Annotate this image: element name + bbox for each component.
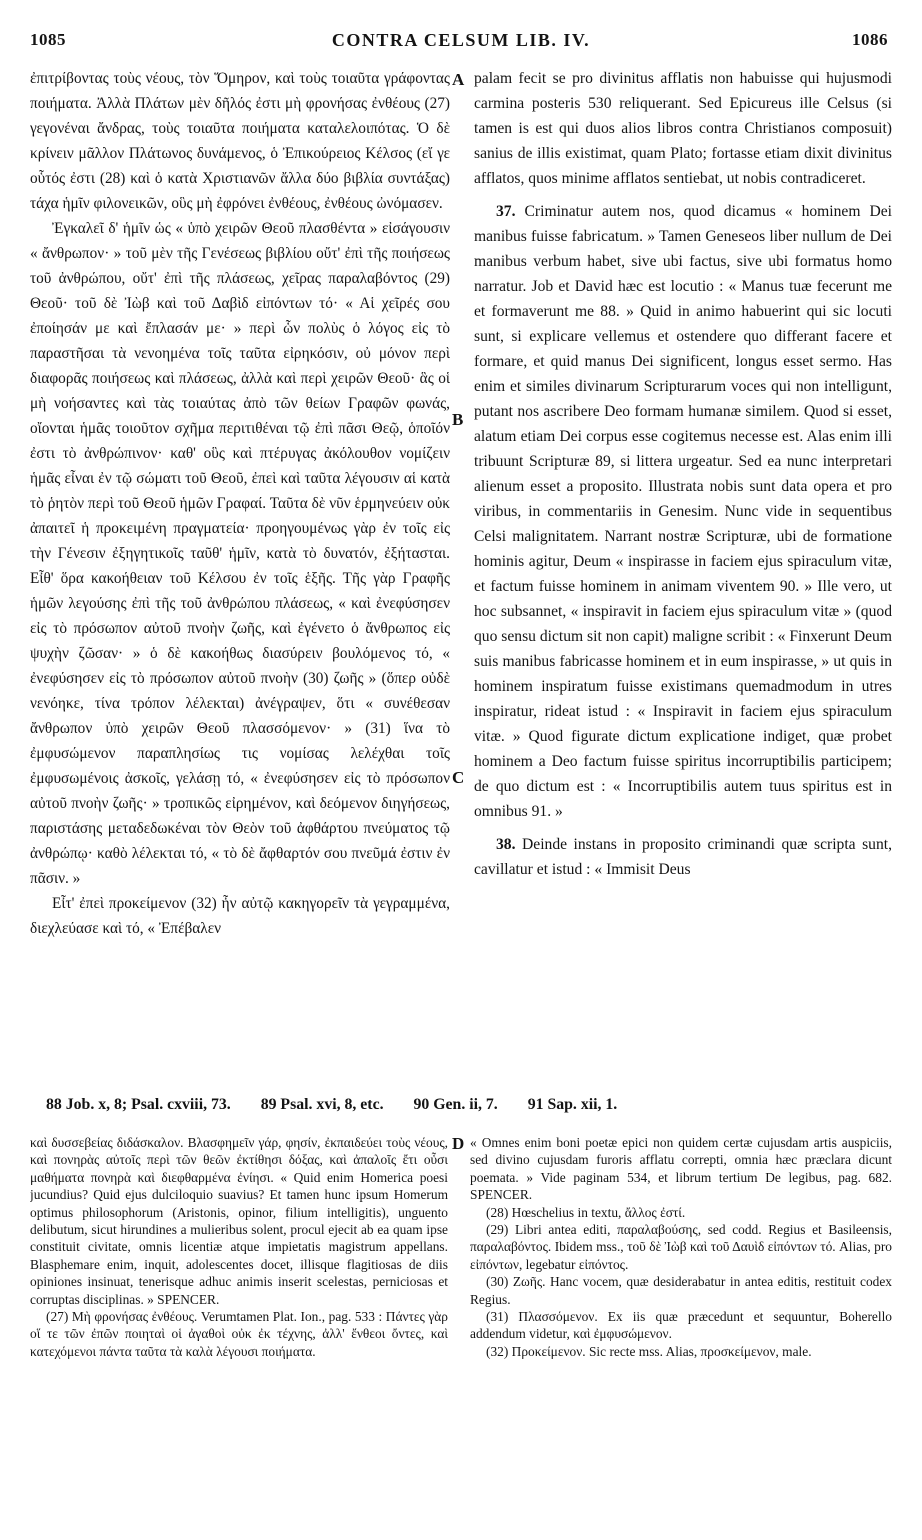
- greek-text-column: [30, 66, 450, 941]
- latin-paragraph: [474, 832, 892, 882]
- latin-paragraph-text: Criminatur autem nos, quod dicamus « hominem Dei manibus fuisse fabricatum. » Tamen Geneseos liber nullum de Dei manibus verbum habet, sive ubi factus, sive ubi formatus homo narratur. Job et David hæc est locutio : « Manus tuæ fecerunt me et formaverunt me 88. » Quid in animo habuerint qui sic locuti sunt, si explicare vellemus et ostendere quo differant facere et formare, et quid manus Dei significent, longus esset sermo. Has enim et similes divinarum Scripturarum voces qui non intelligunt, putant nos ascribere Deo formam humanæ similem. Quod si esset, alatum etiam Dei corpus esse cogitemus necesse est. Alas enim illi tribuunt Scripturæ 89, si littera urgeatur. Sed ea nunc interpretari alienum esset a proposito. Illustrata nobis sunt data opera et pro viribus, in commentariis in Genesim. Nunc vide in sequentibus Celsi malignitatem. Narrant nostræ Scripturæ, ubi de formatione hominis agitur, Deum « inspirasse in faciem ejus spiraculum vitæ, et factum fuisse hominem in animam viventem 90. » Ille vero, ut hoc subsannet, « inspiravit in faciem ejus spiraculum vitæ » (quod quo sensu dictum sit non capit) maligne scribit : « Finxerunt Deum suis manibus fabricasse hominem et in eum inspirasse, » ut quis in hominem inspiratum fuisse existimans quemadmodum in utres inspiratur, rideat istud : « Inspiravit in faciem ejus spiraculum vitæ. » Quod figurate dictum explicatione indiget, quæ probet hominem a Deo factum fuisse spiritus incorruptibilis participem; de quo dictum est : « Incorruptibilis autem tuus spiritus est in omnibus 91. »: [474, 203, 892, 820]
- footnote: (28) Hœschelius in textu, ἄλλος ἐστί.: [486, 1204, 686, 1220]
- greek-paragraph: Εἶτ' ἐπεὶ προκείμενον (32) ἦν αὐτῷ κακηγορεῖν τὰ γεγραμμένα, διεχλεύασε καὶ τό, « Ἐπέβαλεν: [30, 895, 450, 937]
- footnote: (29) Libri antea editi, παραλαβούσης, sed codd. Regius et Basileensis, παραλαβόντος. Ibidem mss., τοῦ δὲ Ἰὼβ καὶ τοῦ Δαυὶδ εἰπόντων τό. Alias, pro εἰπόντων, legebatur εἰπόντος.: [470, 1222, 892, 1272]
- footnote: (32) Προκείμενον. Sic recte mss. Alias, προσκείμενον, male.: [486, 1343, 812, 1359]
- running-title: CONTRA CELSUM LIB. IV.: [331, 30, 591, 50]
- scripture-reference: 89 Psal. xvi, 8, etc.: [260, 1096, 384, 1113]
- footnote: « Omnes enim boni poetæ epici non quidem certæ cujusdam artis auspiciis, sed divino cujusdam furoris afflatu correpti, omnia hæc præclara dicunt poemata. » Vide paginam 534, et librum tertium De legibus, pag. 682. SPENCER.: [470, 1135, 892, 1203]
- latin-paragraph: palam fecit se pro divinitus afflatis non habuisse qui hujusmodi carmina posteris 530 reliquerant. Sed Epicureus ille Celsus (si tamen is est qui duos alios libros contra Christianos composuit) sanius de illis existimat, quam Plato; fortasse etiam dixit divinitus afflatos, quos minime afflatos sentiebat, ut nobis contradiceret.: [474, 70, 892, 187]
- margin-letter-a: A: [452, 70, 465, 89]
- latin-paragraph-text: Deinde instans in proposito criminandi quæ scripta sunt, cavillatur et istud : « Immisit Deus: [474, 836, 892, 878]
- footnotes-left: [30, 1134, 448, 1360]
- scripture-reference: 91 Sap. xii, 1.: [527, 1096, 618, 1113]
- footnote: (31) Πλασσόμενον. Ex iis quæ præcedunt et sequuntur, Boherello addendum videtur, καὶ ἐμφυσώμενον.: [470, 1309, 892, 1342]
- scripture-reference: 88 Job. x, 8; Psal. cxviii, 73.: [46, 1096, 231, 1113]
- footnotes-right: [470, 1134, 892, 1360]
- scripture-reference: 90 Gen. ii, 7.: [413, 1096, 498, 1113]
- greek-paragraph: Ἐγκαλεῖ δ' ἡμῖν ὡς « ὑπὸ χειρῶν Θεοῦ πλασθέντα » εἰσάγουσιν « ἄνθρωπον· » τοῦ μὲν τῆς Γενέσεως βιβλίου οὔτ' ἐπὶ τῆς ποιήσεως τοῦ ἀνθρώπου, οὔτ' ἐπὶ τῆς πλάσεως, χεῖρας παραλαβόντος (29) Θεοῦ· τοῦ δὲ Ἰὼβ καὶ τοῦ Δαβὶδ εἰπόντων τό· « Αἱ χεῖρές σου ἐποίησάν με καὶ ἔπλασάν με· » περὶ ὧν πολὺς ὁ λόγος εἰς τὸ παραστῆσαι τὰ νενοημένα τοῖς ταῦτα εἰρηκόσιν, οὐ μόνον περὶ διαφορᾶς ποιήσεως καὶ πλάσεως, ἀλλὰ καὶ περὶ χειρῶν Θεοῦ· ἃς οἱ μὴ νοήσαντες καὶ τὰς τοιαύτας ἀπὸ τῶν θείων Γραφῶν φωνάς, οἴονται ἡμᾶς τοιοῦτον σχῆμα περιτιθέναι τῷ ἐπὶ πᾶσι Θεῷ, ὁποῖόν ἐστι τὸ ἀνθρώπινον· καθ' οὓς καὶ πτέρυγας ἀκόλουθον νομίζειν ἡμᾶς εἶναι ἐν τῷ σώματι τοῦ Θεοῦ, ἐπεὶ καὶ ταῦτα λέγουσιν αἱ κατὰ τὸ ῥητὸν περὶ τοῦ Θεοῦ ἡμῶν Γραφαί. Ταῦτα δὲ νῦν ἑρμηνεύειν οὐκ ἀπαιτεῖ ἡ προκειμένη πραγματεία· προηγουμένως γὰρ ἐν τοῖς εἰς τὴν Γένεσιν ἐξηγητικοῖς ταῦθ' ἡμῖν, κατὰ τὸ δυνατόν, ἐξήτασται. Εἶθ' ὅρα κακοήθειαν τοῦ Κέλσου ἐν τοῖς ἑξῆς. Τῆς γὰρ Γραφῆς ἡμῶν λεγούσης ἐπὶ τῆς τοῦ ἀνθρώπου πλάσεως, « καὶ ἐνεφύσησεν εἰς τὸ πρόσωπον αὐτοῦ πνοὴν ζωῆς, καὶ ἐγένετο ὁ ἄνθρωπος εἰς ψυχὴν ζῶσαν· » ὁ δὲ κακοήθως διασύρειν βουλόμενος τό, « ἐνεφύσησεν εἰς τὸ πρόσωπον αὐτοῦ πνοὴν (30) ζωῆς » (ὅπερ οὐδὲ νενόηκε, τίνα τρόπον λέλεκται) ἀνέγραψεν, ὅτι « συνέθεσαν ἄνθρωπον ὑπὸ χειρῶν Θεοῦ πλασσόμενον· » (31) ἵνα τὸ ἐμφυσώμενον παραπλησίως τις νομίσας λελέχθαι τοῖς ἐμφυσωμένοις ἀσκοῖς, γελάσῃ τό, « ἐνεφύσησεν εἰς τὸ πρόσωπον αὐτοῦ πνοὴν ζωῆς· » τροπικῶς εἰρημένον, καὶ δεόμενον διηγήσεως, παριστάσης μεταδεδωκέναι τὸν Θεὸν τοῦ ἀφθάρτου πνεύματος τῷ ἀνθρώπῳ· καθὸ λέλεκται τό, « τὸ δὲ ἄφθαρτόν σου πνεῦμά ἐστιν ἐν πᾶσιν. »: [30, 220, 450, 887]
- margin-letter-c: C: [452, 768, 465, 787]
- paragraph-gap: [474, 191, 892, 199]
- latin-paragraph: [474, 199, 892, 824]
- scripture-references: [46, 1096, 906, 1114]
- paragraph-gap: [474, 824, 892, 832]
- margin-letter-b: B: [452, 410, 464, 429]
- margin-letter-d: D: [452, 1134, 465, 1153]
- greek-paragraph: ἐπιτρίβοντας τοὺς νέους, τὸν Ὅμηρον, καὶ τοὺς τοιαῦτα γράφοντας ποιήματα. Ἀλλὰ Πλάτων μὲν δῆλός ἐστι μὴ φρονήσας ἐνθέους (27) γεγονέναι ἄνδρας, τοὺς τοιαῦτα ποιήματα καταλελοιπότας. Ὁ δὲ κρίνειν μᾶλλον Πλάτωνος δυνάμενος, ὁ Ἐπικούρειος Κέλσος (εἴ γε οὗτός ἐστι (28) καὶ ὁ κατὰ Χριστιανῶν ἄλλα δύο βιβλία συντάξας) τάχα ἡμῖν φιλονεικῶν, οὓς μὴ ἐφρόνει ἐνθέους, ἐνθέους ὠνόμασεν.: [30, 70, 450, 212]
- section-number: 38.: [496, 836, 516, 853]
- footnote: καὶ δυσσεβείας διδάσκαλον. Βλασφημεῖν γάρ, φησίν, ἐκπαιδεύει τοὺς νέους, καὶ πονηρὰς αὐτοῖς περὶ τῶν θεῶν ἐκτίθησι δόξας, καὶ ἀπαλοῖς ἔτι οὖσι μαθήματα πονηρὰ καὶ διεφθαρμένα ἐνίησι. « Quid enim Homerica poesi jucundius? Quid ejus dulciloquio suavius? Et tamen hunc ipsum Homerum optimus philosophorum (Aristonis, opinor, filium intelligitis), unguento delibutum, sicut hirundines a mulieribus solent, procul ejecit ab ea quam ipse constituit civitate, omnis licentiæ atque impietatis magistrum appellans. Blasphemare enim, inquit, adolescentes docet, illisque flagitiosas de diis opiniones insinuat, tenerisque adhuc animis inserit scelestas, perniciosas et corruptas disciplinas. » SPENCER.: [30, 1135, 448, 1307]
- footnote: (30) Ζωῆς. Hanc vocem, quæ desiderabatur in antea editis, restituit codex Regius.: [470, 1274, 892, 1307]
- left-page-number: 1085: [30, 30, 66, 49]
- latin-text-column: [474, 66, 892, 882]
- right-page-number: 1086: [852, 30, 888, 49]
- footnote: (27) Μὴ φρονήσας ἐνθέους. Verumtamen Plat. Ion., pag. 533 : Πάντες γὰρ οἵ τε τῶν ἐπῶν ποιηταὶ οἱ ἀγαθοὶ οὐκ ἐκ τέχνης, ἀλλ' ἔνθεοι ὄντες, καὶ κατεχόμενοι πάντα ταῦτα τὰ καλὰ λέγουσι ποιήματα.: [30, 1309, 448, 1359]
- section-number: 37.: [496, 203, 516, 220]
